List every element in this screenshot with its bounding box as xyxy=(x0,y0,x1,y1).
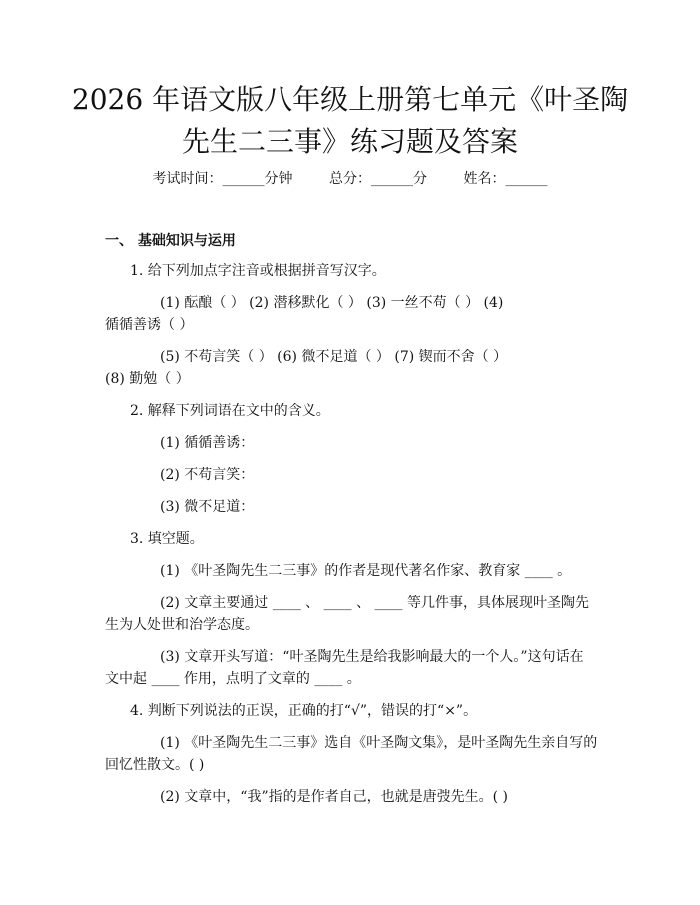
question-1-row-2: (5) 不苟言笑（ ） (6) 微不足道（ ） (7) 锲而不舍（ ） xyxy=(160,349,508,365)
question-3-item-3: (3) 文章开头写道：“叶圣陶先生是给我影响最大的一个人。”这句话在 xyxy=(160,649,584,665)
exam-name: 姓名：______ xyxy=(463,171,548,187)
exam-info xyxy=(0,168,700,188)
question-2-item-3: (3) 微不足道： xyxy=(160,499,255,515)
question-1-row-1-continued: 循循善诱（ ） xyxy=(105,317,194,333)
exam-score: 总分：______分 xyxy=(329,171,427,187)
question-4-stem: 4. 判断下列说法的正误，正确的打“√”，错误的打“×”。 xyxy=(130,703,478,719)
question-1-stem: 1. 给下列加点字注音或根据拼音写汉字。 xyxy=(130,263,386,279)
question-2-stem: 2. 解释下列词语在文中的含义。 xyxy=(130,403,330,419)
document-title-line-1: 2026 年语文版八年级上册第七单元《叶圣陶 xyxy=(71,83,629,116)
question-4-item-1: (1) 《叶圣陶先生二三事》选自《叶圣陶文集》，是叶圣陶先生亲自写的 xyxy=(160,735,598,751)
question-3-item-1: (1) 《叶圣陶先生二三事》的作者是现代著名作家、教育家 ____ 。 xyxy=(160,563,572,579)
question-2-item-2: (2) 不苟言笑： xyxy=(160,467,255,483)
question-4-item-2: (2) 文章中，“我”指的是作者自己，也就是唐弢先生。( ) xyxy=(160,789,508,805)
question-3-item-2-continued: 生为人处世和治学态度。 xyxy=(105,617,259,633)
question-2-item-1: (1) 循循善诱： xyxy=(160,435,255,451)
exam-time: 考试时间：______分钟 xyxy=(152,171,293,187)
question-1-row-2-continued: (8) 勤勉（ ） xyxy=(105,371,190,387)
question-3-item-3-continued: 文中起 ____ 作用，点明了文章的 ____ 。 xyxy=(105,671,361,687)
section-heading: 一、 基础知识与运用 xyxy=(105,233,236,249)
question-3-item-2: (2) 文章主要通过 ____ 、 ____ 、 ____ 等几件事，具体展现叶圣陶先 xyxy=(160,595,589,611)
document-title-line-2: 先生二三事》练习题及答案 xyxy=(181,125,518,158)
question-1-row-1: (1) 酝酿（ ） (2) 潜移默化（ ） (3) 一丝不苟（ ） (4) xyxy=(160,295,504,311)
question-3-stem: 3. 填空题。 xyxy=(130,531,204,547)
question-4-item-1-continued: 回忆性散文。( ) xyxy=(105,757,205,773)
